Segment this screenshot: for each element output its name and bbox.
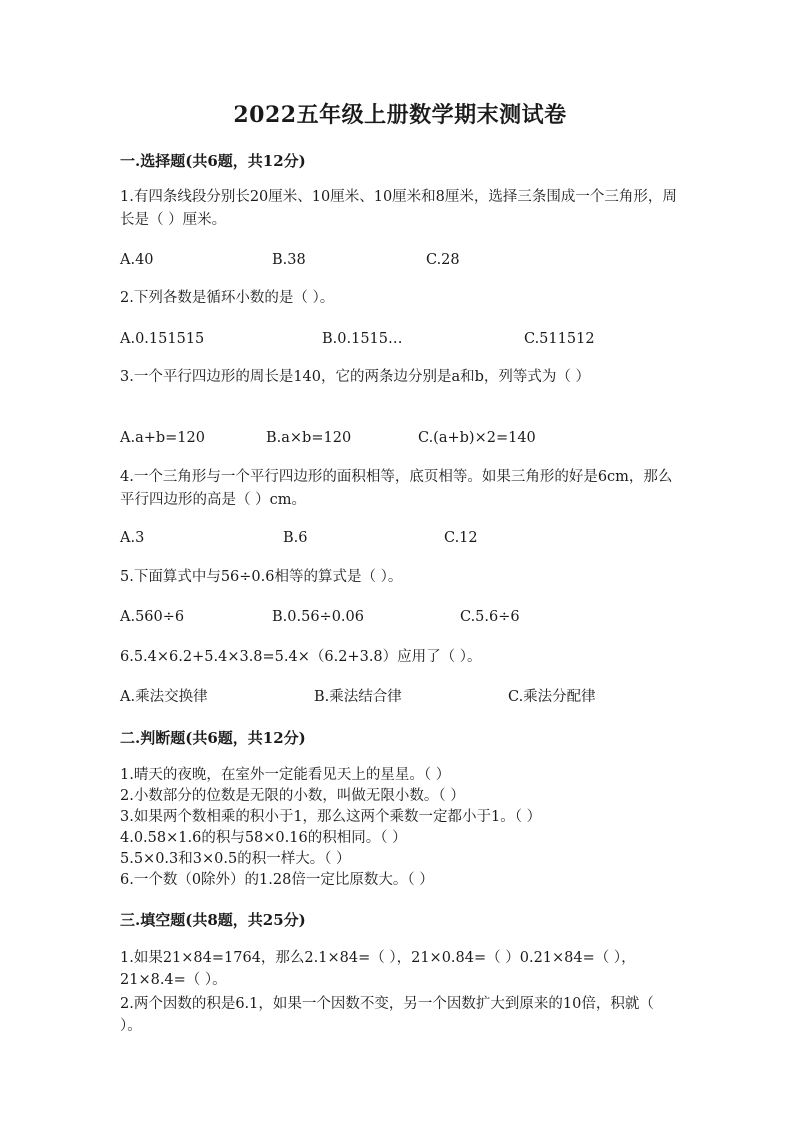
fill-question-1: 1.如果21×84=1764，那么2.1×84=（ ），21×0.84=（ ）0.21×84=（ ），21×8.4=（ ）。 xyxy=(120,950,636,988)
choice-q1-option-b: B.38 xyxy=(272,252,306,268)
choice-q6-option-c: C.乘法分配律 xyxy=(508,689,596,705)
choice-q4-option-c: C.12 xyxy=(444,530,478,546)
choice-q2-option-c: C.511512 xyxy=(524,331,595,347)
judge-item-6: 6.一个数（0除外）的1.28倍一定比原数大。（ ） xyxy=(120,872,434,888)
choice-question-3: 3.一个平行四边形的周长是140，它的两条边分别是a和b，列等式为（ ） xyxy=(120,369,591,385)
judge-item-2: 2.小数部分的位数是无限的小数，叫做无限小数。（ ） xyxy=(120,788,465,804)
judge-item-4: 4.0.58×1.6的积与58×0.16的积相同。（ ） xyxy=(120,830,407,846)
section-heading-fill: 三.填空题(共8题，共25分) xyxy=(120,911,306,929)
choice-q3-option-c: C.(a+b)×2=140 xyxy=(418,430,536,446)
choice-q2-option-b: B.0.1515… xyxy=(322,331,403,347)
choice-question-4: 4.一个三角形与一个平行四边形的面积相等，底页相等。如果三角形的好是6cm，那么平行四边形的高是（ ）cm。 xyxy=(120,469,673,508)
choice-q3-option-b: B.a×b=120 xyxy=(266,430,352,446)
choice-q4-option-a: A.3 xyxy=(120,530,145,546)
judge-item-5: 5.5×0.3和3×0.5的积一样大。（ ） xyxy=(120,851,351,867)
section-heading-choice: 一.选择题(共6题，共12分) xyxy=(120,152,306,170)
choice-q3-option-a: A.a+b=120 xyxy=(120,430,205,446)
choice-q5-option-c: C.5.6÷6 xyxy=(460,609,520,625)
choice-question-6: 6.5.4×6.2+5.4×3.8=5.4×（6.2+3.8）应用了（ ）。 xyxy=(120,649,482,665)
choice-q1-option-c: C.28 xyxy=(426,252,460,268)
choice-q2-option-a: A.0.151515 xyxy=(120,331,205,347)
choice-question-1: 1.有四条线段分别长20厘米、10厘米、10厘米和8厘米，选择三条围成一个三角形，周长是（ ）厘米。 xyxy=(120,189,677,228)
choice-q6-option-b: B.乘法结合律 xyxy=(314,689,402,705)
choice-q4-option-b: B.6 xyxy=(283,530,308,546)
choice-question-5: 5.下面算式中与56÷0.6相等的算式是（ ）。 xyxy=(120,569,403,585)
choice-question-2: 2.下列各数是循环小数的是（ ）。 xyxy=(120,290,335,306)
choice-q5-option-b: B.0.56÷0.06 xyxy=(272,609,364,625)
fill-question-2: 2.两个因数的积是6.1，如果一个因数不变，另一个因数扩大到原来的10倍，积就（ ）。 xyxy=(120,996,654,1034)
choice-q1-option-a: A.40 xyxy=(120,252,154,268)
judge-item-1: 1.晴天的夜晚，在室外一定能看见天上的星星。（ ） xyxy=(120,767,451,783)
page-title: 2022五年级上册数学期末测试卷 xyxy=(233,102,567,128)
choice-q6-option-a: A.乘法交换律 xyxy=(120,689,208,705)
choice-q5-option-a: A.560÷6 xyxy=(120,609,185,625)
section-heading-judge: 二.判断题(共6题，共12分) xyxy=(120,729,306,747)
judge-item-3: 3.如果两个数相乘的积小于1，那么这两个乘数一定都小于1。（ ） xyxy=(120,809,542,825)
